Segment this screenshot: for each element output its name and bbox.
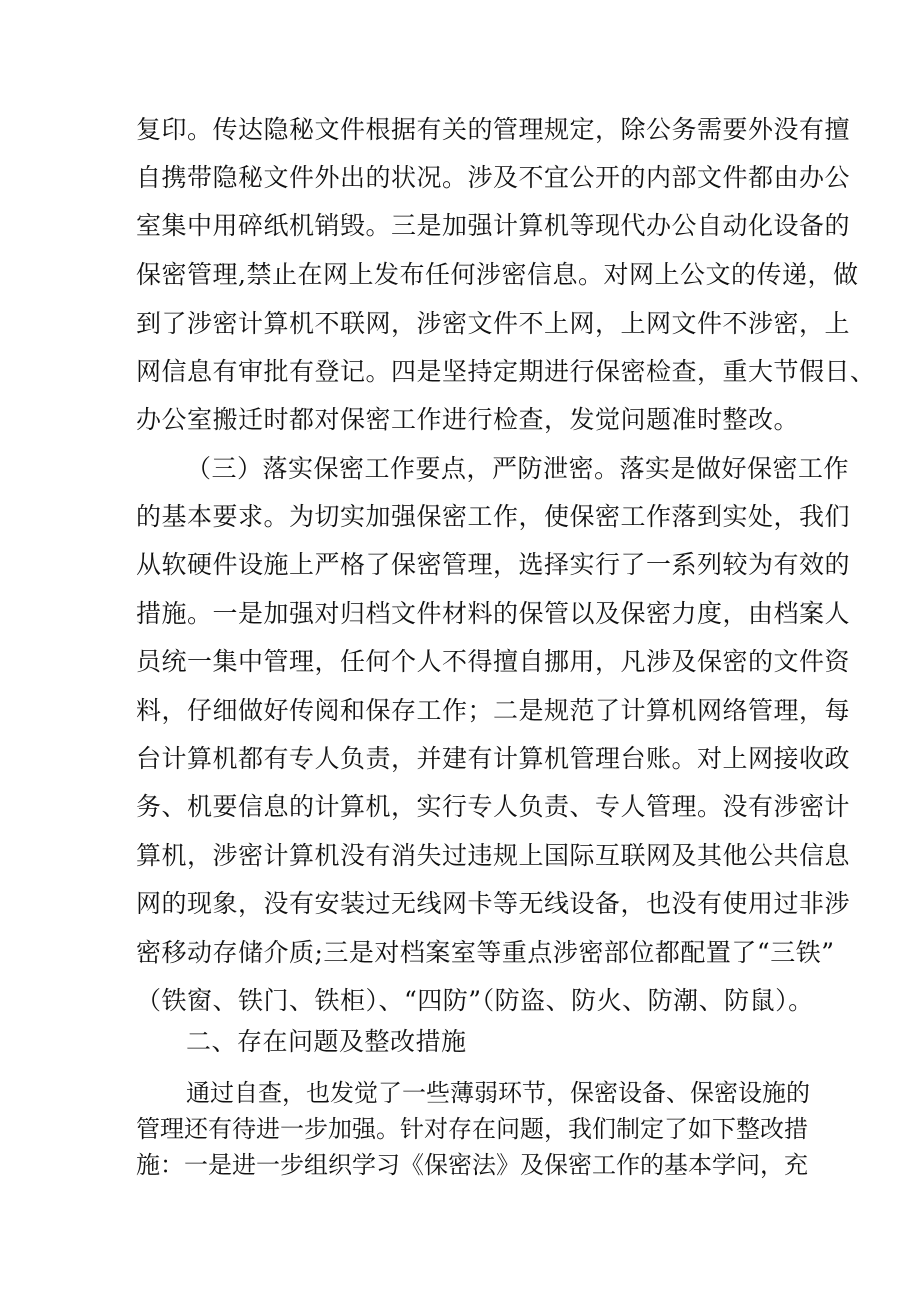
- text-line: 网信息有审批有登记。四是坚持定期进行保密检查，重大节假日、: [136, 357, 876, 386]
- text-line: 管理还有待进一步加强。针对存在问题，我们制定了如下整改措: [136, 1115, 808, 1143]
- text-line: 复印。传达隐秘文件根据有关的管理规定，除公务需要外没有擅: [136, 115, 851, 144]
- text-line: 算机，涉密计算机没有消失过违规上国际互联网及其他公共信息: [136, 841, 851, 870]
- text-line: 室集中用碎纸机销毁。三是加强计算机等现代办公自动化设备的: [136, 211, 851, 240]
- text-line: 保密管理,禁止在网上发布任何涉密信息。对网上公文的传递，做: [136, 260, 859, 289]
- text-line: 从软硬件设施上严格了保密管理，选择实行了一系列较为有效的: [136, 550, 851, 579]
- text-line: 办公室搬迁时都对保密工作进行检查，发觉问题准时整改。: [136, 405, 800, 434]
- text-line: 自携带隐秘文件外出的状况。涉及不宜公开的内部文件都由办公: [136, 163, 851, 192]
- text-line: 施：一是进一步组织学习《保密法》及保密工作的基本学问，充: [136, 1151, 808, 1179]
- text-line: 务、机要信息的计算机，实行专人负责、专人管理。没有涉密计: [136, 792, 851, 821]
- text-line: 料，仔细做好传阅和保存工作；二是规范了计算机网络管理，每: [136, 696, 851, 725]
- text-line: 网的现象，没有安装过无线网卡等无线设备，也没有使用过非涉: [136, 889, 851, 918]
- text-line: 措施。一是加强对归档文件材料的保管以及保密力度，由档案人: [136, 599, 851, 628]
- text-line: 台计算机都有专人负责，并建有计算机管理台账。对上网接收政: [136, 744, 851, 773]
- text-line: 到了涉密计算机不联网，涉密文件不上网，上网文件不涉密，上: [136, 309, 851, 338]
- text-line: （铁窗、铁门、铁柜）、“四防”（防盗、防火、防潮、防鼠）。: [136, 986, 814, 1015]
- text-line: 密移动存储介质;三是对档案室等重点涉密部位都配置了“三铁”: [136, 938, 835, 967]
- section-heading: 二、存在问题及整改措施: [186, 1027, 467, 1056]
- text-line: 员统一集中管理，任何个人不得擅自挪用，凡涉及保密的文件资: [136, 647, 851, 676]
- text-line: 的基本要求。为切实加强保密工作，使保密工作落到实处，我们: [136, 502, 851, 531]
- text-line: 通过自查，也发觉了一些薄弱环节，保密设备、保密设施的: [186, 1079, 810, 1107]
- text-line: （三）落实保密工作要点，严防泄密。落实是做好保密工作: [186, 454, 850, 483]
